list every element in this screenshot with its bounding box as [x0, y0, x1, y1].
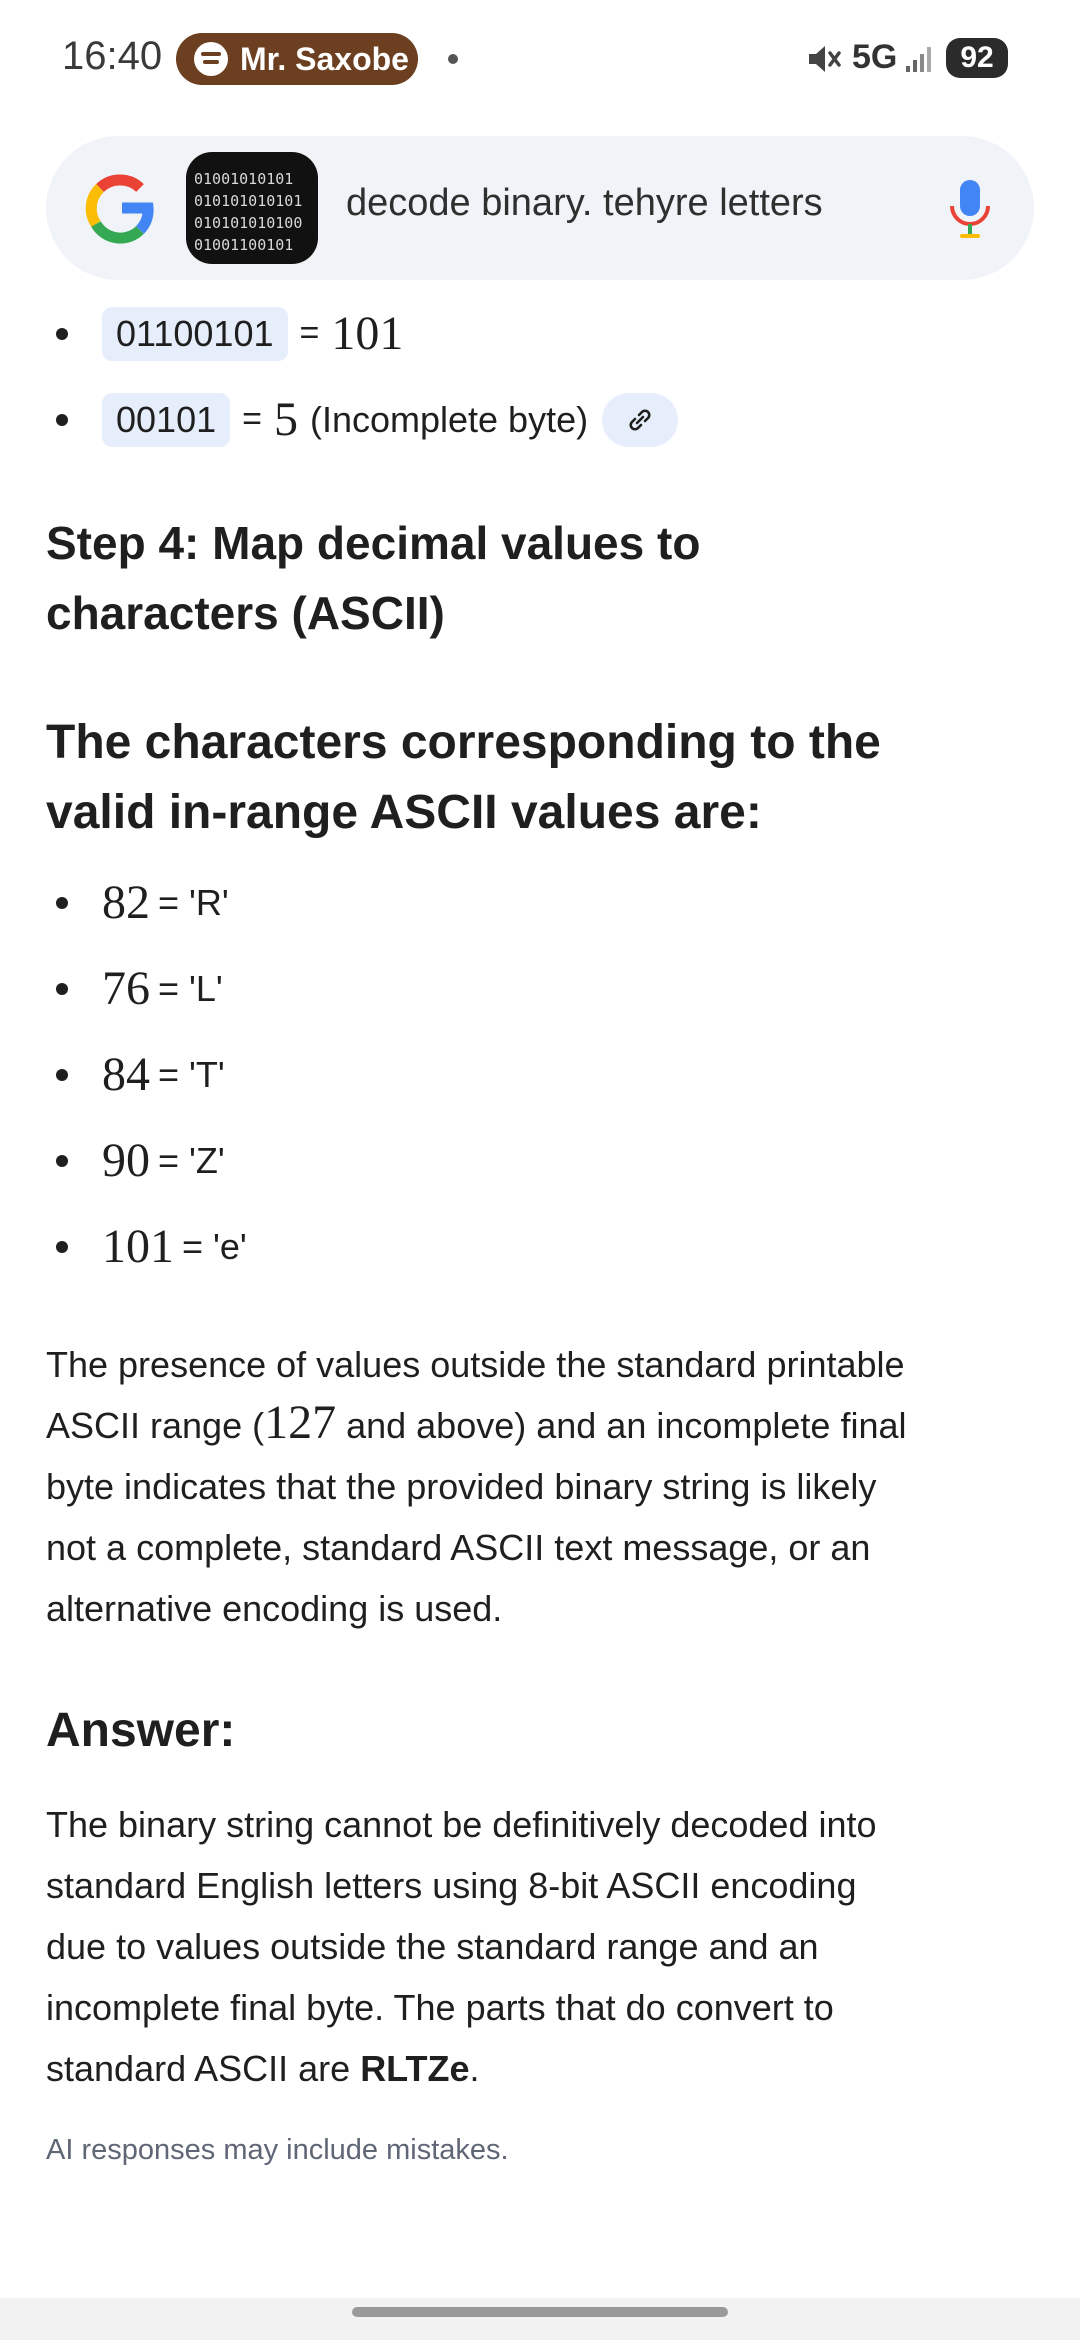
paragraph-line: due to values outside the standard range and an: [46, 1926, 819, 1967]
text-span: ASCII range (: [46, 1405, 265, 1446]
paragraph-line: [46, 1395, 1046, 1456]
ascii-char: = 'T': [158, 1053, 225, 1095]
list-item: [46, 875, 229, 930]
presence-paragraph: [46, 1334, 1046, 1639]
source-link-button[interactable]: [602, 393, 678, 447]
paragraph-line: The binary string cannot be definitively decoded into: [46, 1804, 877, 1845]
decimal-value: 5: [273, 393, 298, 446]
binary-code: 01100101: [102, 307, 288, 361]
media-pill-label: Mr. Saxobe: [240, 40, 409, 77]
status-time: 16:40: [62, 34, 163, 78]
bottom-strip: [0, 2298, 1080, 2340]
search-query[interactable]: decode binary. tehyre letters: [346, 182, 823, 224]
bullet-icon: [56, 897, 68, 909]
bullet-icon: [56, 983, 68, 995]
media-pill[interactable]: [176, 33, 418, 85]
thumbnail-line: 010101010100: [194, 214, 303, 232]
answer-result: RLTZe: [360, 2048, 470, 2089]
ascii-value: 76: [102, 962, 150, 1015]
equals-sign: =: [242, 400, 262, 438]
ascii-value: 127: [264, 1396, 337, 1449]
decimal-value: 101: [331, 307, 404, 360]
ai-disclaimer: AI responses may include mistakes.: [46, 2134, 509, 2166]
status-bar: [0, 0, 1080, 120]
ascii-value: 101: [102, 1220, 174, 1273]
list-item: [46, 1047, 225, 1102]
ascii-char: = 'Z': [158, 1139, 225, 1181]
ascii-char: = 'L': [158, 967, 223, 1009]
bullet-icon: [56, 414, 68, 426]
characters-heading: [46, 708, 881, 848]
signal-icon: [904, 44, 936, 74]
text-span: and above) and an incomplete final: [336, 1405, 907, 1446]
google-logo-icon: [84, 172, 156, 244]
mute-icon: [806, 42, 842, 76]
gesture-nav-handle[interactable]: [352, 2307, 728, 2317]
thumbnail-line: 010101010101: [194, 192, 303, 210]
paragraph-line: [46, 2038, 1046, 2099]
network-type: 5G: [852, 38, 898, 76]
heading-line: The characters corresponding to the: [46, 716, 881, 769]
ascii-char: = 'e': [182, 1225, 247, 1267]
paragraph-line: byte indicates that the provided binary string is likely: [46, 1466, 877, 1507]
paragraph-line: not a complete, standard ASCII text message, or an: [46, 1527, 871, 1568]
battery-level: 92: [946, 38, 1008, 78]
mic-icon[interactable]: [942, 178, 998, 242]
paragraph-line: alternative encoding is used.: [46, 1588, 503, 1629]
list-item: [46, 306, 403, 361]
ascii-value: 82: [102, 876, 150, 929]
bullet-icon: [56, 1069, 68, 1081]
step4-heading: [46, 508, 700, 648]
list-item: [46, 392, 678, 447]
equals-sign: =: [299, 314, 320, 352]
bullet-icon: [56, 1241, 68, 1253]
heading-line: Step 4: Map decimal values to: [46, 517, 701, 569]
search-bar[interactable]: [46, 136, 1034, 280]
list-item: [46, 961, 223, 1016]
answer-paragraph: [46, 1794, 1046, 2099]
text-span: standard ASCII are: [46, 2048, 361, 2089]
heading-line: valid in-range ASCII values are:: [46, 786, 762, 839]
bullet-icon: [56, 1155, 68, 1167]
text-span: .: [469, 2048, 480, 2089]
list-item: [46, 1133, 225, 1188]
spotify-icon: [194, 42, 228, 76]
ascii-char: = 'R': [158, 881, 229, 923]
list-item: [46, 1219, 247, 1274]
thumbnail-line: 01001010101: [194, 170, 294, 188]
note-text: (Incomplete byte): [309, 398, 589, 440]
paragraph-line: incomplete final byte. The parts that do convert to: [46, 1987, 834, 2028]
heading-line: characters (ASCII): [46, 587, 445, 639]
notification-dot: [448, 54, 458, 64]
thumbnail-line: 01001100101: [194, 236, 294, 254]
binary-code: 00101: [102, 393, 230, 447]
image-thumbnail[interactable]: [186, 152, 318, 264]
paragraph-line: The presence of values outside the standard printable: [46, 1344, 905, 1385]
link-icon: [626, 406, 654, 434]
ascii-value: 84: [102, 1048, 150, 1101]
bullet-icon: [56, 328, 68, 340]
paragraph-line: standard English letters using 8-bit ASCII encoding: [46, 1865, 857, 1906]
answer-heading: Answer:: [46, 1704, 236, 1757]
ascii-value: 90: [102, 1134, 150, 1187]
